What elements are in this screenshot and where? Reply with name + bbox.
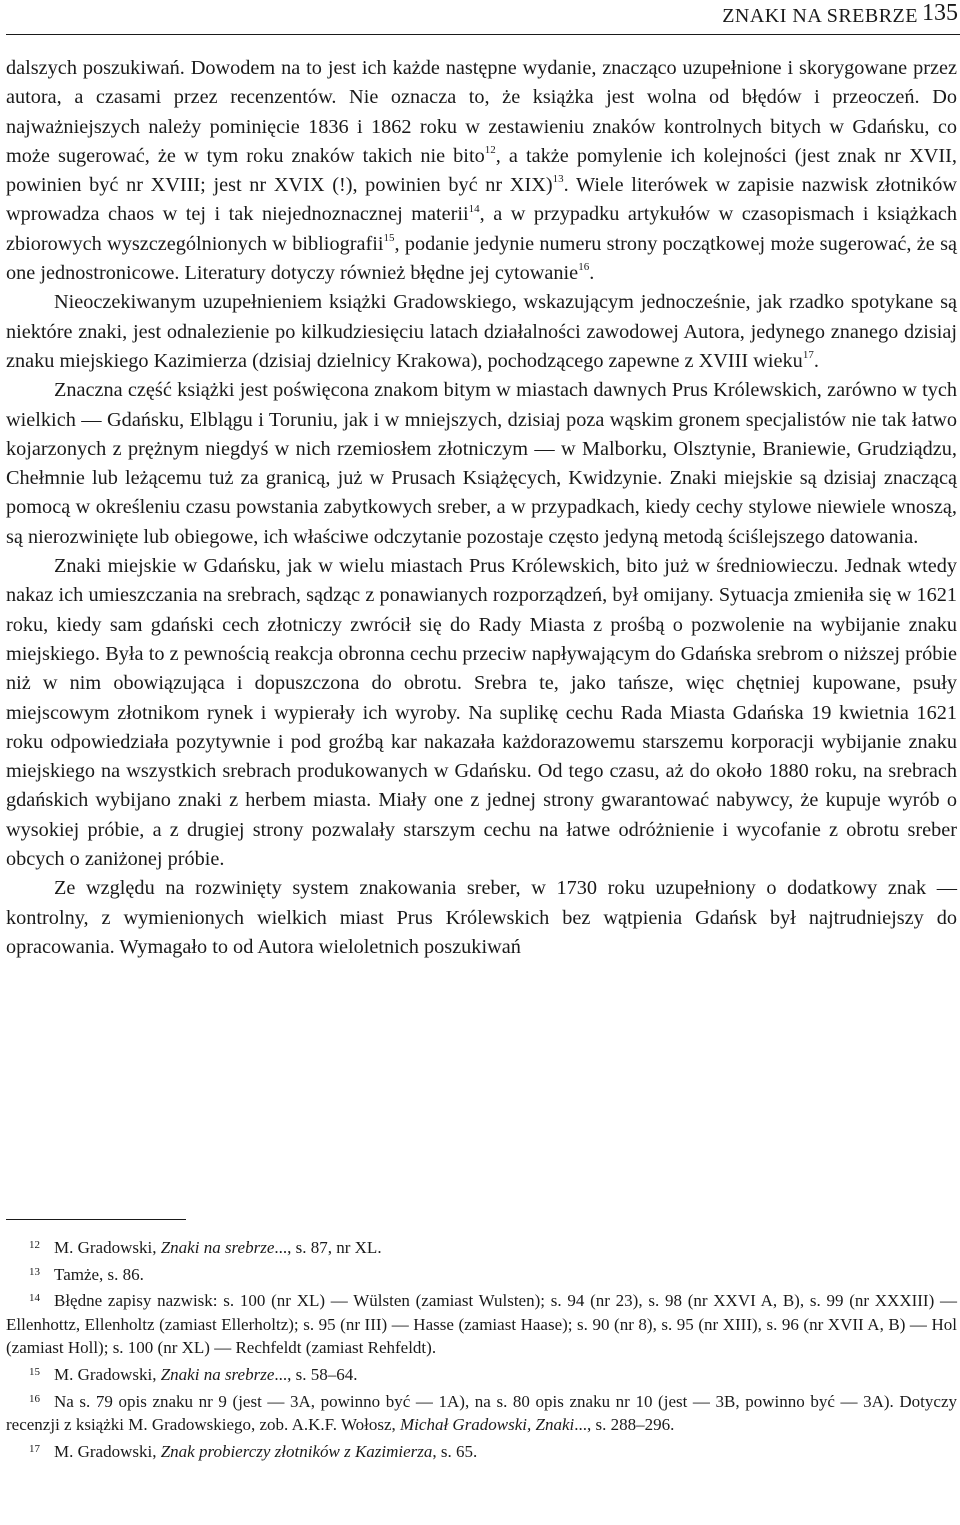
paragraph-5: Ze względu na rozwinięty system znakowania sreber, w 1730 roku uzupełniony o dodatkowy znak — kontrolny, z wymienionych wielkich miast Prus Królewskich bez wątpienia Gdańsk był najtrudniejszy do opracowania. Wymagało to od Autora wieloletnich poszukiwań — [6, 877, 957, 958]
page-number: 135 — [922, 0, 958, 26]
footnote-15: 15 M. Gradowski, Znaki na srebrze..., s. 58–64. — [29, 1364, 358, 1384]
footnote-13: 13 Tamże, s. 86. — [29, 1264, 144, 1284]
footnote-ref-14[interactable]: 14 — [468, 202, 480, 215]
paragraph-2: Nieoczekiwanym uzupełnieniem książki Gradowskiego, wskazującym jednocześnie, jak rzadko spotykane są niektóre znaki, jest odnalezienie po kilkudziesięciu latach działalności zawodowej Autora, jedynego znanego dzisiaj znaku miejskiego Kazimierza (dzisiaj dzielnicy Krakowa), pochodzącego zapewne z XVIII wieku$^{17}$. — [6, 291, 957, 372]
paragraph-3: Znaczna część książki jest poświęcona znakom bitym w miastach dawnych Prus Królewskich, zarówno w tych wielkich — Gdańsku, Elblągu i Toruniu, jak i w mniejszych, dzisiaj poza wąskim gronem specjalistów nie tak łatwo kojarzonych z prężnym niegdyś w nich rzemiosłem złotniczym — w Malborku, Olsztynie, Braniewie, Grudziądzu, Chełmnie lub leżącemu tuż za granicą, już w Prusach Książęcych, Kwidzynie. Znaki miejskie są dzisiaj znaczącą pomocą w określeniu czasu powstania zabytkowych sreber, a w przypadkach, kiedy cechy stylowe niewiele wnoszą, są nierozwinięte lub obiegowe, ich właściwe odczytanie pozostaje często jedyną metodą ściślejszego datowania. — [6, 379, 957, 548]
footnote-ref-17[interactable]: 17 — [802, 349, 814, 362]
footnote-ref-12[interactable]: 12 — [484, 144, 496, 157]
running-title: ZNAKI NA SREBRZE — [722, 5, 918, 27]
footnote-12: 12 M. Gradowski, Znaki na srebrze..., s. 87, nr XL. — [29, 1238, 382, 1257]
footnote-ref-15[interactable]: 15 — [383, 232, 395, 245]
footnotes — [6, 1236, 957, 1466]
footnote-16: 16 Na s. 79 opis znaku nr 9 (jest — 3A, powinno być — 1A), na s. 80 opis znaku nr 10 (jest — 3B, powinno być — 3A). Dotyczy recenzji z książki M. Gradowskiego, zob. A.K.F. Wołosz, Michał Gradowski, Znaki..., s. 288–296. — [6, 1391, 957, 1435]
paragraph-1: dalszych poszukiwań. Dowodem na to jest ich każde następne wydanie, znacząco uzupełnione i skorygowane przez autora, a czasami przez recenzentów. Nie oznacza to, że książka jest wolna od błędów i przeoczeń. Do najważniejszych należy pominięcie 1836 i 1862 roku w zestawieniu znaków kontrolnych bitych w Gdańsku, co może sugerować, że w tym roku znaków takich nie bito$^{12}$, a także pomylenie ich kolejności (jest znak nr XVII, powinien być nr XVIII; jest nr XVIX (!), powinien być nr XIX)$^{13}$. Wiele literówek w zapisie nazwisk złotników wprowadza chaos w tej i tak niejednoznacznej materii$^{14}$, a w przypadku artykułów w czasopismach i książkach zbiorowych wyszczególnionych w bibliografii$^{15}$, podanie jedynie numeru strony początkowej może sugerować, że są one jednostronicowe. Literatury dotyczy również błędne jej cytowanie$^{16}$. — [6, 57, 958, 285]
footnote-ref-16[interactable]: 16 — [578, 261, 590, 274]
footnote-14: 14 Błędne zapisy nazwisk: s. 100 (nr XL) — Wülsten (zamiast Wulsten); s. 94 (nr 23), s. 98 (nr XXVI A, B), s. 99 (nr XXXIII) — Ellenhottz, Ellenholtz (zamiast Ellerholtz); s. 95 (nr III) — Hasse (zamiast Haase); s. 90 (nr 8), s. 95 (nr XIII), s. 96 (nr XVII A, B) — Hol (zamiast Holl); s. 100 (nr XL) — Rechfeldt (zamiast Rehfeldt). — [6, 1291, 957, 1358]
footnote-separator — [6, 1219, 186, 1220]
footnote-ref-13[interactable]: 13 — [552, 173, 564, 186]
footnote-17: 17 M. Gradowski, Znak probierczy złotników z Kazimierza, s. 65. — [29, 1441, 478, 1461]
page-header — [6, 0, 960, 35]
paragraph-4: Znaki miejskie w Gdańsku, jak w wielu miastach Prus Królewskich, bito już w średniowieczu. Jednak wtedy nakaz ich umieszczania na srebrach, sądząc z ponawianych rozporządzeń, był omijany. Sytuacja zmieniła się w 1621 roku, kiedy sam gdański cech złotniczy zwrócił się do Rady Miasta z prośbą o pozwolenie na wybijanie znaku miejskiego. Była to z pewnością reakcja obronna cechu przeciw napływającym do Gdańska srebrom o niższej próbie niż w nim obowiązująca i dopuszczona do obrotu. Srebra te, jako tańsze, więc chętniej kupowane, psuły miejscowym złotnikom rynek i wypierały ich wyroby. Na suplikę cechu Rada Miasta Gdańska 19 kwietnia 1621 roku odpowiedziała pozytywnie i pod groźbą kar nakazała każdorazowemu starszemu korporacji wybijanie znaku miejskiego na wszystkich srebrach produkowanych w Gdańsku. Od tego czasu, aż do około 1880 roku, na srebrach gdańskich wybijano znaki z herbem miasta. Miały one z jednej strony gwarantować nabywcy, że kupuje wyrób o wysokiej próbie, a z drugiej strony pozwalały starszym cechu na łatwe odróżnienie i wycofanie z obrotu sreber obcych o zaniżonej próbie. — [6, 555, 957, 871]
main-text — [6, 54, 957, 962]
